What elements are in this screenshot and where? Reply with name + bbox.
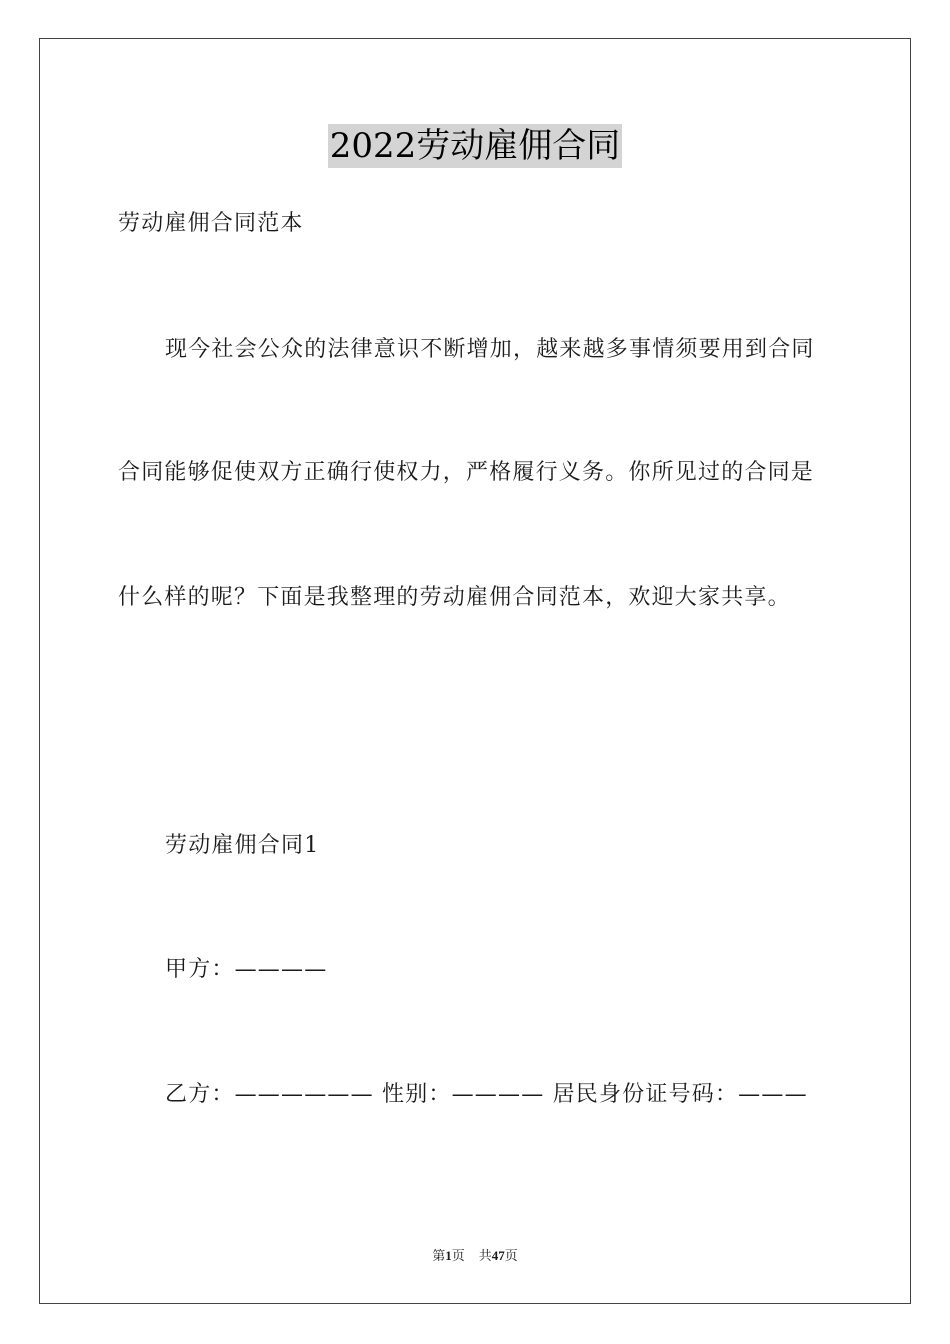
footer-total-pages: 47 (491, 1248, 505, 1263)
footer-page-prefix: 第 (432, 1248, 446, 1263)
intro-line-3: 什么样的呢？下面是我整理的劳动雇佣合同范本，欢迎大家共享。 (118, 585, 791, 610)
party-b-line: 乙方：—————— 性别：———— 居民身份证号码：——— (165, 1082, 808, 1107)
footer-page-number: 1 (445, 1248, 452, 1263)
title-container (0, 124, 950, 168)
page-footer (0, 1246, 950, 1266)
intro-line-1: 现今社会公众的法律意识不断增加，越来越多事情须要用到合同 (165, 337, 815, 362)
document-subtitle: 劳动雇佣合同范本 (118, 211, 304, 236)
intro-line-2: 合同能够促使双方正确行使权力，严格履行义务。你所见过的合同是 (118, 460, 815, 485)
footer-page-suffix: 页 (451, 1248, 465, 1263)
document-title: 2022劳动雇佣合同 (329, 126, 621, 166)
footer-total-prefix: 共 (478, 1248, 492, 1263)
party-a-line: 甲方：———— (165, 957, 328, 982)
section-heading: 劳动雇佣合同1 (165, 833, 320, 858)
footer-total-suffix: 页 (504, 1248, 518, 1263)
